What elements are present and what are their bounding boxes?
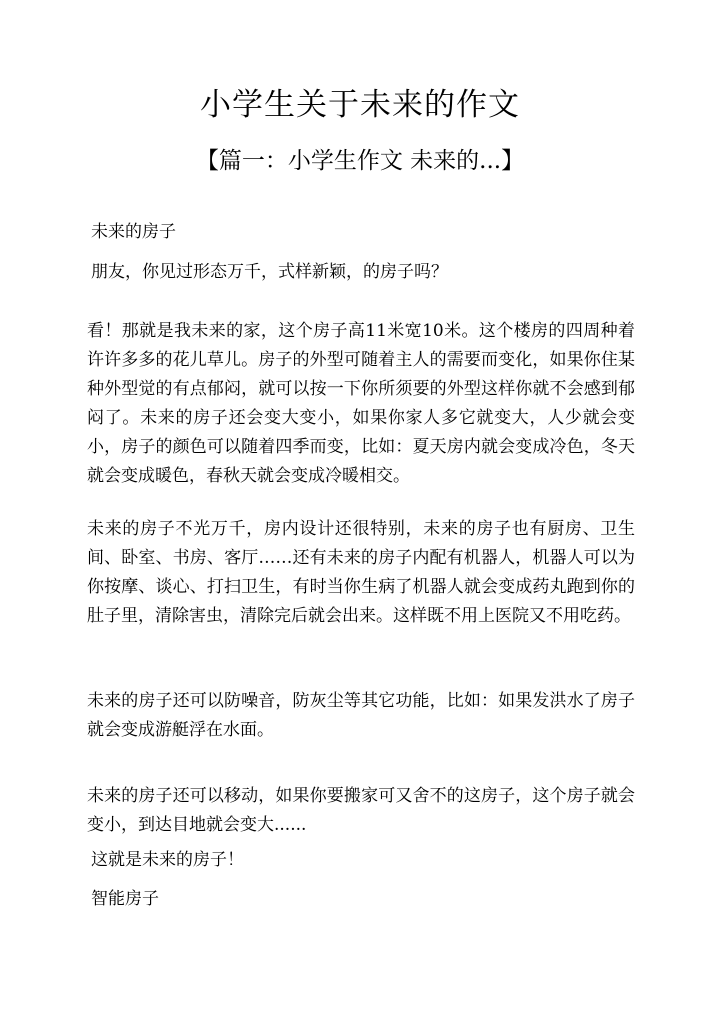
essay-heading: 未来的房子 bbox=[91, 222, 176, 242]
paragraph-interior-design: 未来的房子不光万千，房内设计还很特别，未来的房子也有厨房、卫生间、卧室、书房、客厅……还有未来的房子内配有机器人，机器人可以为你按摩、谈心、打扫卫生，有时当你生病了机器人就会变成药丸跑到你的肚子里，清除害虫，清除完后就会出来。这样既不用上医院又不用吃药。 bbox=[87, 519, 635, 626]
paragraph-protection: 未来的房子还可以防噪音，防灰尘等其它功能，比如：如果发洪水了房子就会变成游艇浮在水面。 bbox=[87, 691, 635, 740]
document-title: 小学生关于未来的作文 bbox=[200, 87, 520, 123]
closing-line: 这就是未来的房子！ bbox=[91, 850, 244, 870]
paragraph-moving: 未来的房子还可以移动，如果你要搬家可又舍不的这房子，这个房子就会变小，到达目地就会变大...... bbox=[87, 786, 635, 835]
paragraph-house-shape: 看！那就是我未来的家，这个房子高11米宽10米。这个楼房的四周种着许许多多的花儿草儿。房子的外型可随着主人的需要而变化，如果你住某种外型觉的有点郁闷，就可以按一下你所须要的外型这样你就不会感到郁闷了。未来的房子还会变大变小，如果你家人多它就变大，人少就会变小，房子的颜色可以随着四季而变，比如：夏天房内就会变成冷色，冬天就会变成暖色，春秋天就会变成冷暖相交。 bbox=[87, 321, 635, 486]
intro-line: 朋友，你见过形态万千，式样新颖，的房子吗？ bbox=[91, 262, 448, 282]
section-subtitle: 【篇一：小学生作文 未来的...】 bbox=[195, 148, 525, 174]
next-heading: 智能房子 bbox=[91, 889, 159, 909]
